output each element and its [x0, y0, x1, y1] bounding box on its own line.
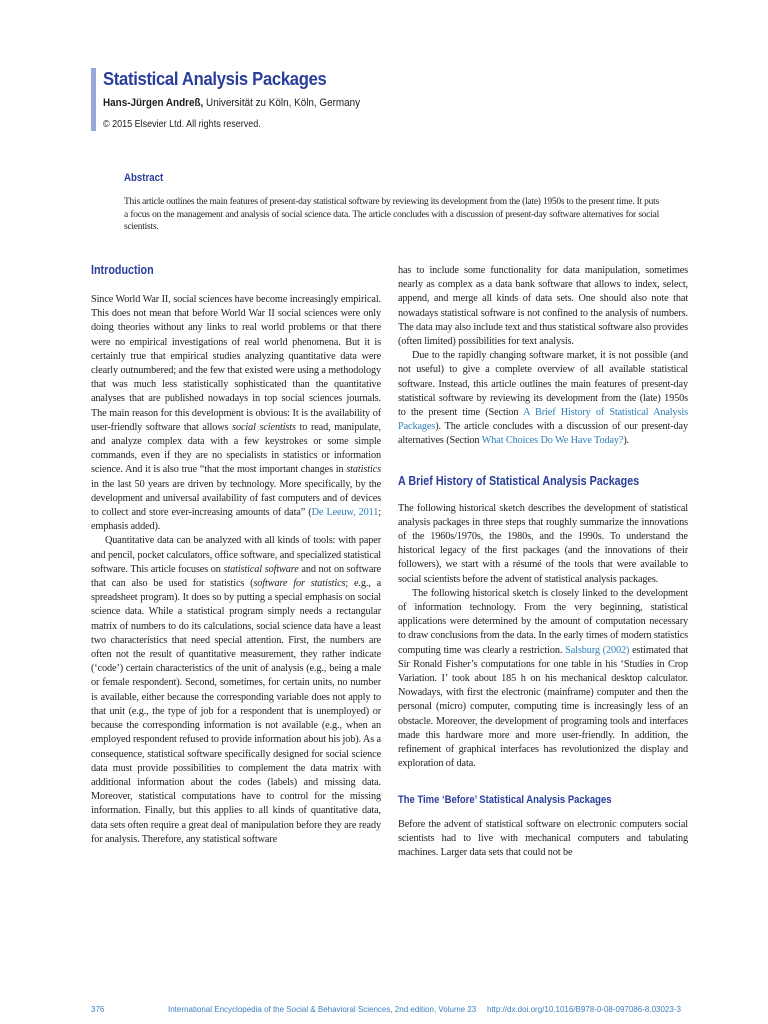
copyright-notice: © 2015 Elsevier Ltd. All rights reserved. [103, 119, 261, 130]
citation-link-de-leeuw[interactable]: De Leeuw, 2011 [311, 507, 379, 519]
article-header [91, 68, 703, 131]
paragraph: The following historical sketch describes the development of statistical analysis packages in three steps that roughly summarize the innovations of the 1960s/1970s, the 1980s, and the 1990s. To understand the historical legacy of the first packages (and the innovations of their followers), we start with a résumé of the tools that were available to social scientists before the advent of statistical analysis packages. [398, 502, 688, 585]
paragraph: has to include some functionality for data manipulation, sometimes nearly as complex as a data bank software that allows to index, select, append, and merge all kinds of data sets. One should also note that nowadays statistical software is not confined to the analysis of numbers. The data may also include text and thus statistical software also provides (often limited) possibilities for text analysis. [398, 265, 688, 348]
citation-link-salsburg[interactable]: Salsburg (2002) [565, 644, 630, 656]
section-link-brief-history[interactable]: A Brief History of Statistical Analysis Packages [398, 407, 688, 433]
right-column [398, 264, 688, 860]
paragraph: Since World War II, social sciences have become increasingly empirical. This does not mean that before World War II social sciences were only doing theories without any links to real world problems or that there were no empirical investigations of real world phenomena. But it is certainly true that empirical studies analyzing quantitative data were clearly outnumbered; and the few that existed were using a methodology that was much less statistically sophisticated than the quantitative analyses that are published nowadays in top social sciences journals. The main reason for this development is obvious: It is the availability of user-friendly software that allows social scientists to read, manipulate, and analyze complex data with a few keystrokes or some simple commands, even if they are no specialists in statistics or information science. And it is also true “that the most important changes in statistics in the last 50 years are driven by technology. More specifically, by the development and universal availability of fast computers and of devices to collect and store ever-increasing amounts of data” (De Leeuw, 2011; emphasis added). [91, 294, 381, 533]
journal-citation: International Encyclopedia of the Social & Behavioral Sciences, 2nd edition, Volume 23 [168, 1005, 477, 1014]
page-number: 376 [91, 1005, 105, 1014]
paragraph: Quantitative data can be analyzed with all kinds of tools: with paper and pencil, pocket calculators, office software, and specialized statistical software. This article focuses on statistical software and not on software that can also be used for statistics (software for statistics; e.g., a spreadsheet program). It does so by putting a special emphasis on social science data. While a statistical program simply needs a rectangular matrix of numbers to do its calculations, social science data have a least two characteristics that need special attention. First, the numbers are often not the result of quantitative measurement, they rather indicate (‘code’) certain characteristics of the unit of analysis (e.g., being a male or female respondent). Second, sometimes, for certain units, no number is available, either because the corresponding variable does not apply to that unit (e.g., the type of job for a respondent that is unemployed) or because the corresponding information is not available (e.g., when an employed respondent refused to provide information about his job). As a consequence, statistical software specifically designed for social science data must provide possibilities to complement the data matrix with additional information about the codes (labels) and missing data. Moreover, statistical computations have to control for the missing information. Finally, but this applies to all kinds of quantitative data, data sets often require a great deal of manipulation before they are ready for analysis. Therefore, any statistical software [91, 535, 381, 845]
paragraph: Due to the rapidly changing software market, it is not possible (and not useful) to give a complete overview of all available statistical software. Instead, this article outlines the main features of present-day statistical software by reviewing its development from the (late) 1950s to the present time (Section A Brief History of Statistical Analysis Packages). The article concludes with a discussion of our present-day alternatives (Section What Choices Do We Have Today?). [398, 350, 688, 447]
abstract-section [124, 171, 659, 234]
author-affiliation: Universität zu Köln, Köln, Germany [203, 97, 361, 109]
paragraph: Before the advent of statistical software on electronic computers social scientists had to live with mechanical computers and tabulating machines. Larger data sets that could not be [398, 818, 688, 858]
author-line [103, 96, 643, 110]
article-title: Statistical Analysis Packages [103, 68, 327, 89]
subsection-heading-time-before: The Time ‘Before’ Statistical Analysis Packages [398, 793, 612, 806]
paragraph: The following historical sketch is closely linked to the development of information technology. From the very beginning, statistical applications were determined by the amount of computation necessary to draw conclusions from the data. In the early times of modern statistics computing time was clearly a restriction. Salsburg (2002) estimated that Sir Ronald Fisher’s computations for one table in his ‘Studies in Crop Variation. I’ took about 185 h on his mechanical desktop calculator. Nowadays, with first the electronic (mainframe) computer and then the personal (micro) computer, computing time is increasingly less of an obstacle. Moreover, the development of programing tools and interfaces made this hardware more and more user-friendly. In addition, the refinement of graphical interfaces has revolutionized the display and exploration of data. [398, 587, 688, 770]
abstract-text: This article outlines the main features of present-day statistical software by reviewing its development from the (late) 1950s to the present time. It puts a focus on the management and analysis of social science data. The article concludes with a discussion of present-day software alternatives for social scientists. [124, 197, 659, 232]
section-heading-introduction: Introduction [91, 263, 154, 277]
section-link-choices-today[interactable]: What Choices Do We Have Today? [481, 435, 624, 447]
doi-link[interactable]: http://dx.doi.org/10.1016/B978-0-08-097086-8.03023-3 [487, 1005, 681, 1014]
left-column [91, 262, 381, 847]
abstract-heading: Abstract [124, 172, 164, 184]
section-heading-brief-history: A Brief History of Statistical Analysis Packages [398, 473, 640, 488]
author-name: Hans-Jürgen Andreß, [103, 97, 204, 109]
